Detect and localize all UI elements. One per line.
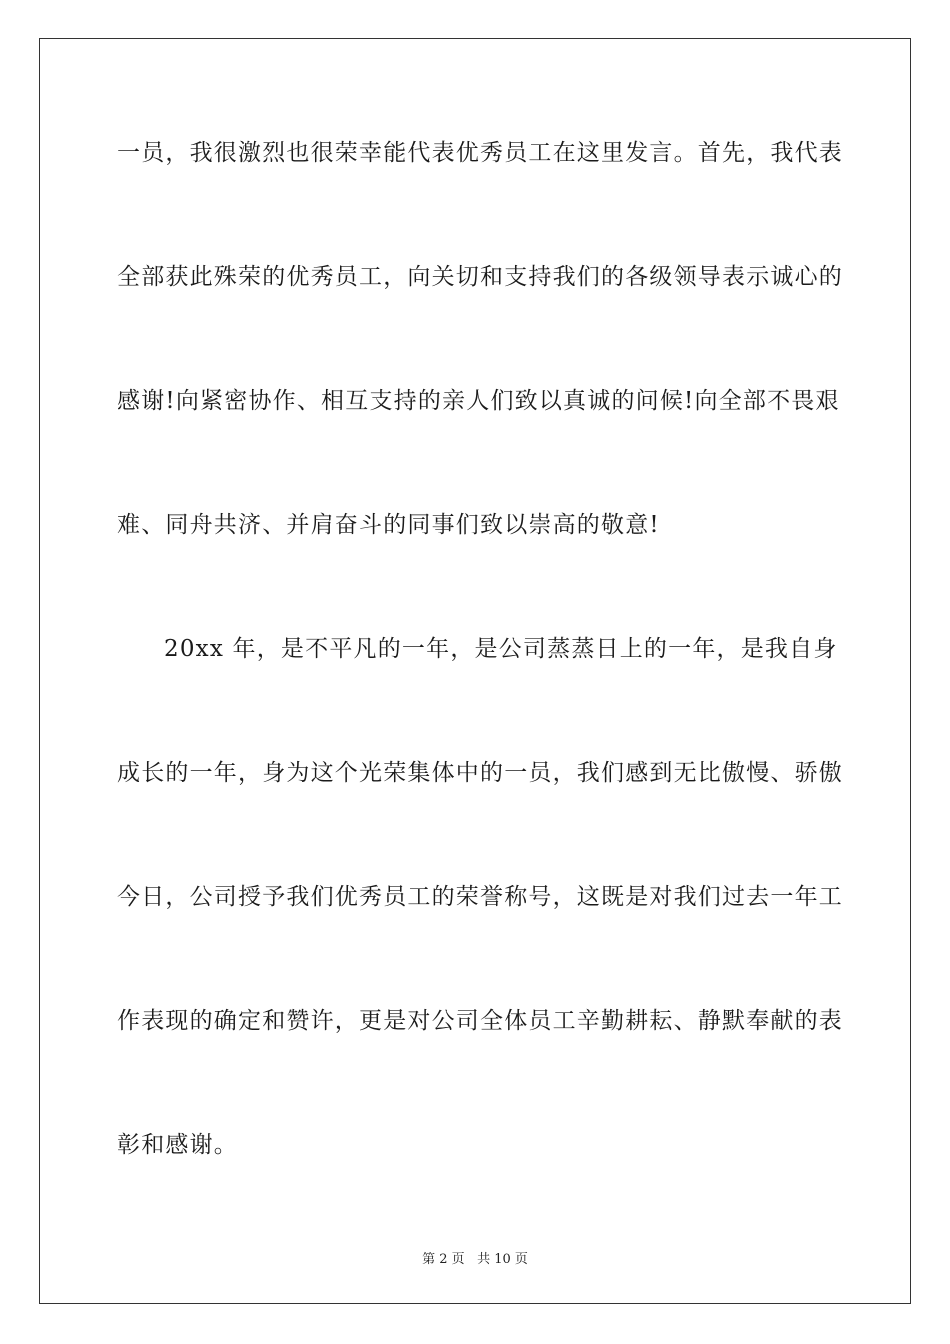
paragraph-line: 作表现的确定和赞许，更是对公司全体员工辛勤耕耘、静默奉献的表 xyxy=(117,1008,843,1034)
page-frame xyxy=(39,38,911,1304)
paragraph-line: 全部获此殊荣的优秀员工，向关切和支持我们的各级领导表示诚心的 xyxy=(117,264,843,290)
page-total: 共 10 页 xyxy=(477,1252,528,1267)
paragraph-line: 一员，我很激烈也很荣幸能代表优秀员工在这里发言。首先，我代表 xyxy=(117,140,843,166)
page-footer xyxy=(0,1248,950,1267)
paragraph-line: 成长的一年，身为这个光荣集体中的一员，我们感到无比傲慢、骄傲 xyxy=(117,760,843,786)
paragraph-line: 彰和感谢。 xyxy=(117,1132,238,1158)
page-number: 第 2 页 xyxy=(422,1252,465,1267)
paragraph-line-indented: 20xx 年，是不平凡的一年，是公司蒸蒸日上的一年，是我自身 xyxy=(164,636,838,662)
paragraph-line: 难、同舟共济、并肩奋斗的同事们致以崇高的敬意! xyxy=(117,512,660,538)
paragraph-line: 感谢!向紧密协作、相互支持的亲人们致以真诚的问候!向全部不畏艰 xyxy=(117,388,840,414)
paragraph-line: 今日，公司授予我们优秀员工的荣誉称号，这既是对我们过去一年工 xyxy=(117,884,843,910)
